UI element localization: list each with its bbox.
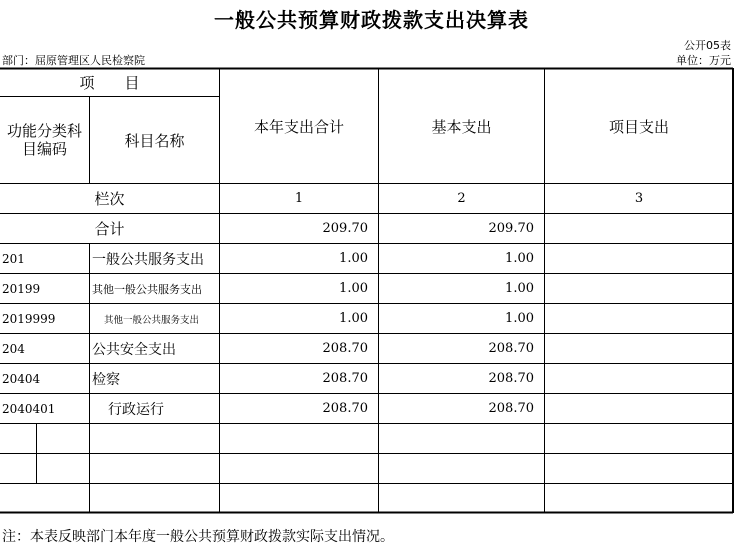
footnote: 注：本表反映部门本年度一般公共预算财政拨款实际支出情况。 (2, 529, 394, 545)
header-item: 项 目 (79, 74, 140, 92)
row-total-basic: 209.70 (488, 221, 534, 236)
table-row-total: 208.70 (322, 341, 368, 356)
table-row-basic: 1.00 (505, 311, 534, 326)
table-row-name: 其他一般公共服务支出 (104, 314, 200, 326)
unit-label: 单位：万元 (676, 54, 731, 67)
table-row-basic: 208.70 (488, 371, 534, 386)
table-row-name: 公共安全支出 (92, 341, 176, 358)
table-row-name: 一般公共服务支出 (92, 251, 204, 268)
table-row-name: 检察 (92, 371, 120, 388)
table-row-code: 204 (2, 341, 25, 356)
table-row-name: 行政运行 (108, 401, 164, 418)
table-row-code: 201 (2, 251, 25, 266)
department-label: 部门：屈原管理区人民检察院 (2, 54, 145, 67)
column-index-2: 2 (457, 191, 466, 206)
column-index-label: 栏次 (94, 190, 125, 208)
row-total-label: 合计 (94, 220, 125, 238)
table-row-code: 2040401 (2, 401, 56, 416)
header-function-code: 功能分类科目编码 (6, 122, 82, 158)
table-row-total: 208.70 (322, 371, 368, 386)
table-row-total: 1.00 (339, 251, 368, 266)
column-index-1: 1 (294, 191, 304, 206)
table-row-code: 2019999 (2, 311, 56, 326)
report-title: 一般公共预算财政拨款支出决算表 (214, 8, 529, 32)
table-row-code: 20199 (2, 281, 41, 296)
table-row-basic: 1.00 (505, 251, 534, 266)
table-row-name: 其他一般公共服务支出 (92, 282, 202, 296)
column-index-3: 3 (634, 191, 644, 206)
table-row-total: 1.00 (339, 281, 368, 296)
row-total-amount: 209.70 (322, 221, 368, 236)
table-row-code: 20404 (2, 371, 41, 386)
header-basic: 基本支出 (431, 117, 492, 136)
table-row-basic: 208.70 (488, 401, 534, 416)
table-row-basic: 208.70 (488, 341, 534, 356)
header-subject-name: 科目名称 (124, 131, 185, 150)
header-project: 项目支出 (608, 117, 669, 136)
header-total: 本年支出合计 (253, 117, 344, 136)
form-code: 公开05表 (684, 39, 731, 52)
table-row-total: 208.70 (322, 401, 368, 416)
table-row-basic: 1.00 (505, 281, 534, 296)
table-row-total: 1.00 (339, 311, 368, 326)
